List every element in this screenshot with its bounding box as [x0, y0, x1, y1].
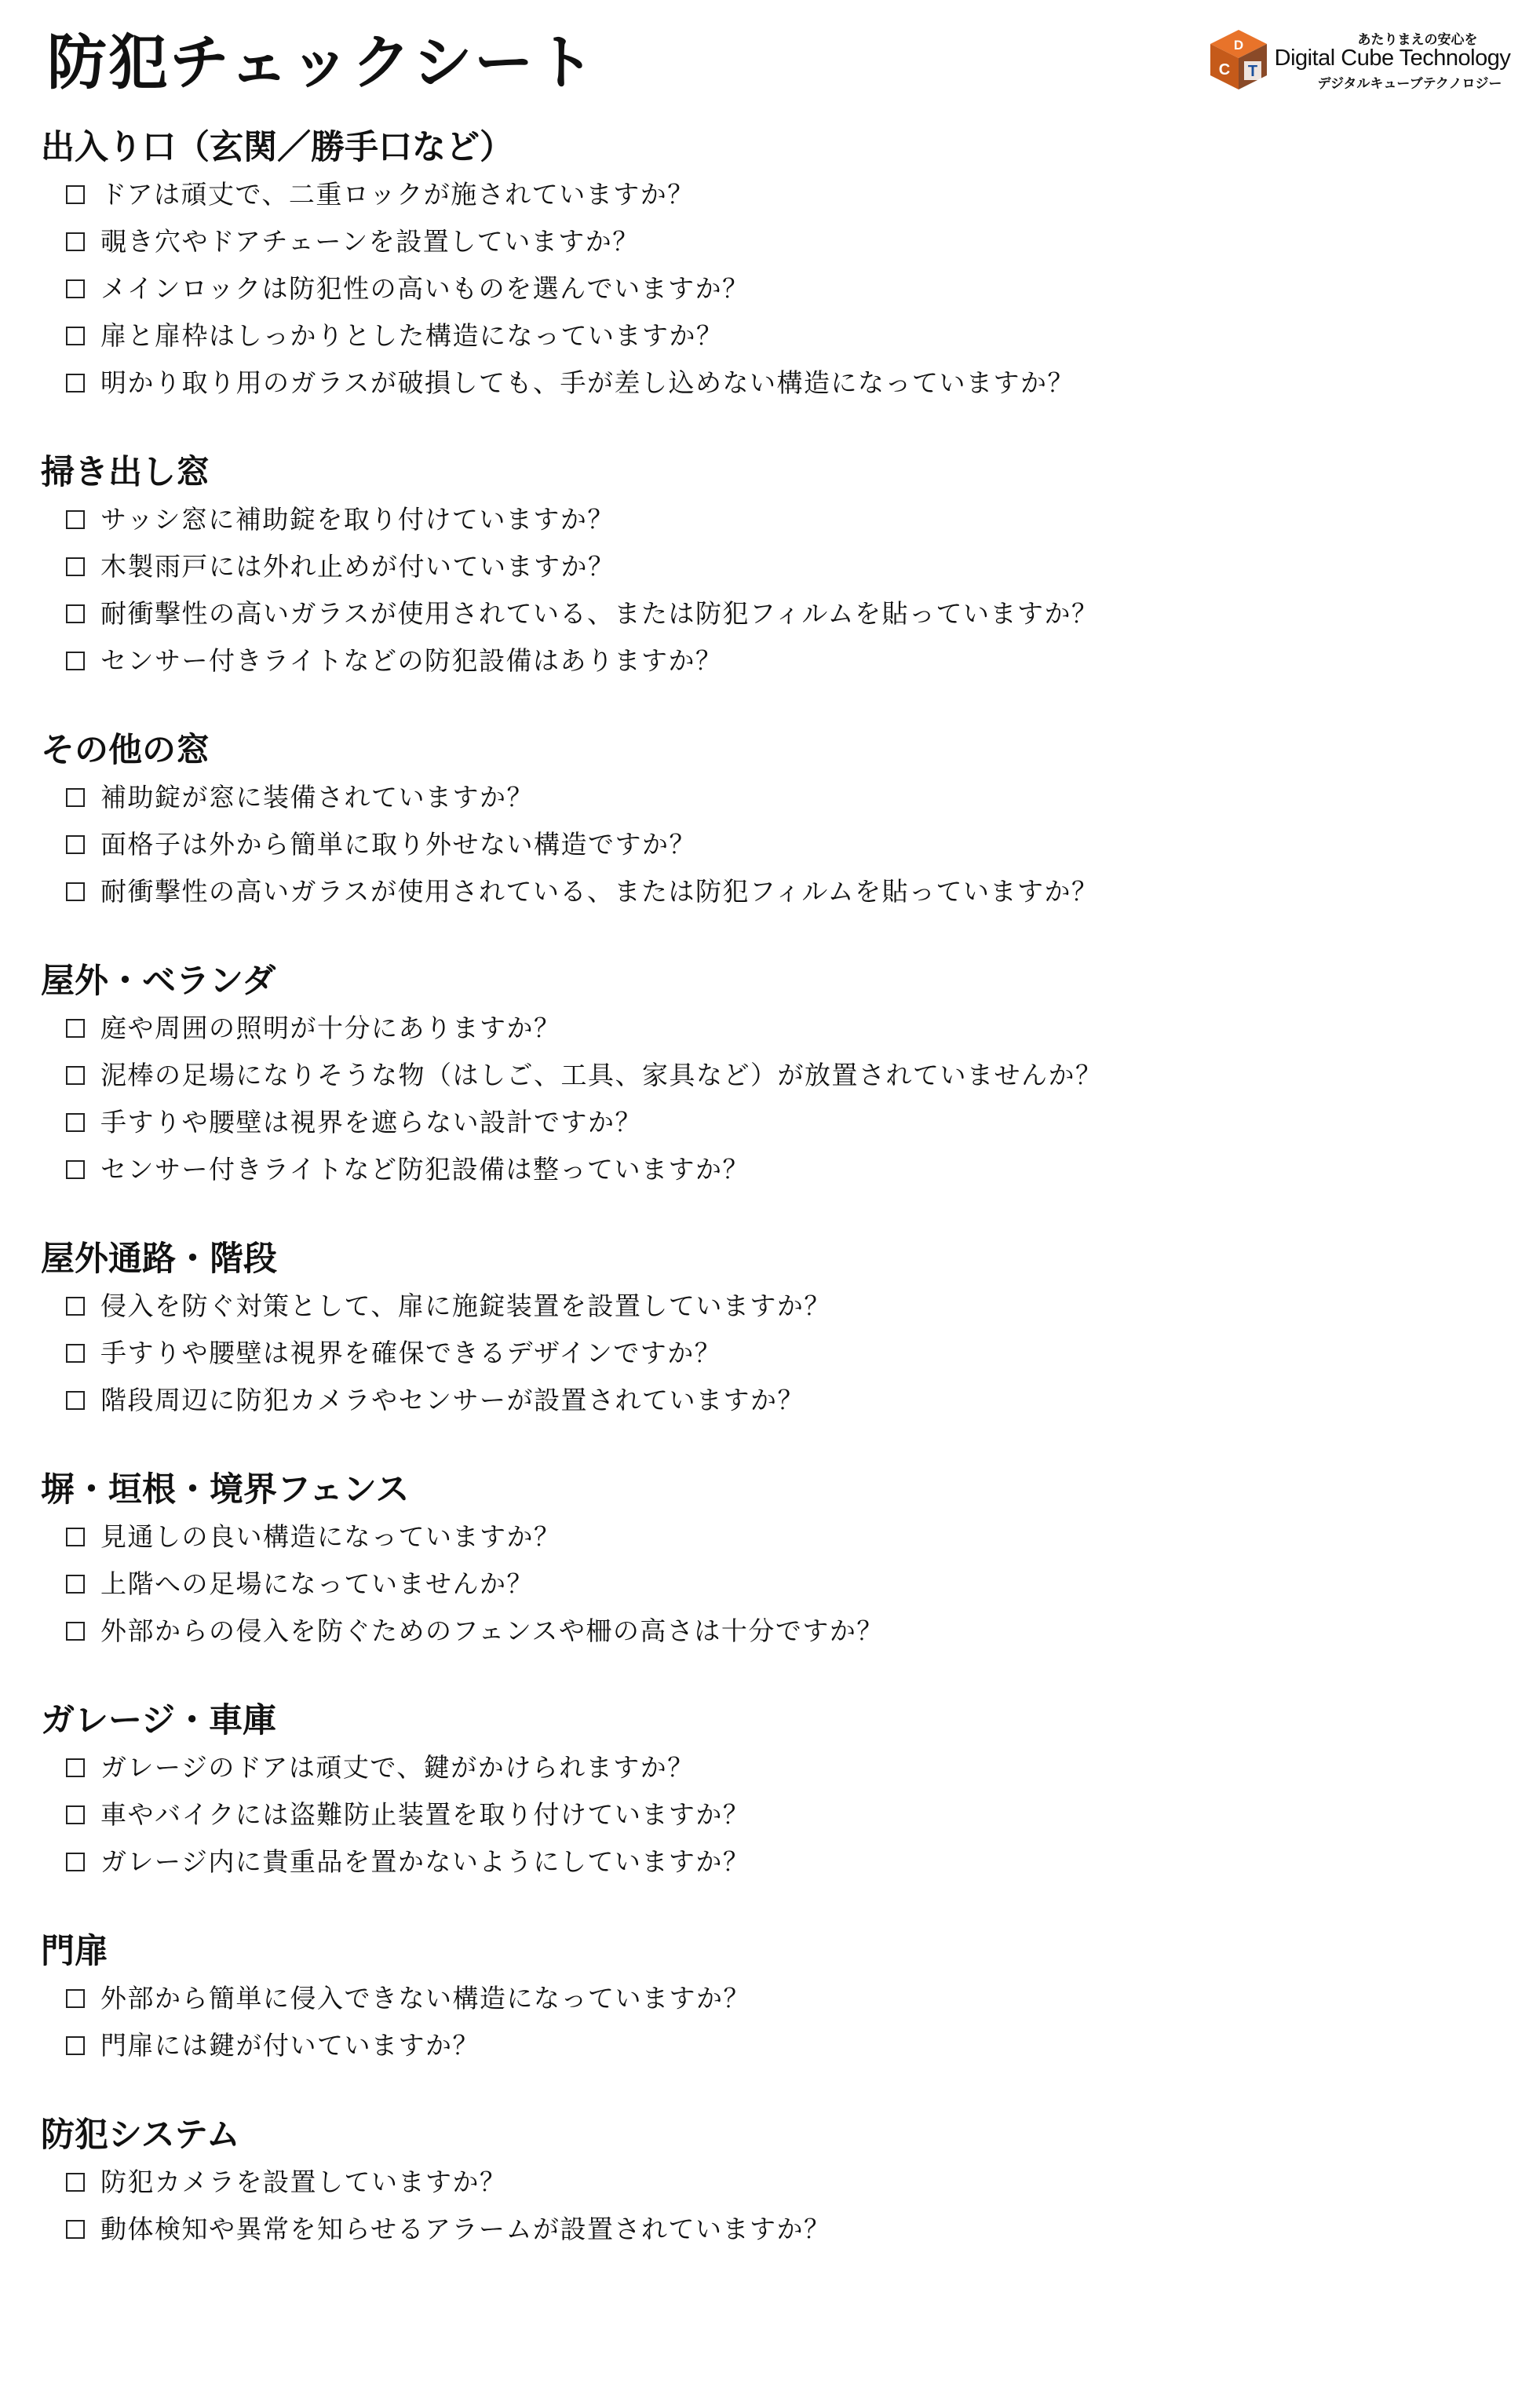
checklist-items: [41, 2159, 1501, 2253]
section-title: その他の窓: [41, 731, 210, 770]
checklist-items: [41, 171, 1501, 407]
checklist-item[interactable]: [41, 1561, 1501, 1608]
checklist-item-text: 手すりや腰壁は視界を確保できるデザインですか？: [100, 1338, 722, 1368]
checklist-item-text: 泥棒の足場になりそうな物（はしご、工具、家具など）が放置されていませんか？: [100, 1060, 1103, 1090]
checkbox-icon[interactable]: [66, 2220, 85, 2239]
logo-company-kana: デジタルキューブテクノロジー: [1317, 76, 1502, 92]
checklist-items: [41, 1744, 1501, 1886]
checkbox-icon[interactable]: [66, 1622, 85, 1641]
checklist-item[interactable]: [41, 1377, 1501, 1424]
checklist-item-text: 上階への足場になっていませんか？: [100, 1568, 534, 1599]
checklist-section: [41, 958, 1501, 1193]
checklist-item[interactable]: [41, 868, 1501, 915]
checklist-item-text: 木製雨戸には外れ止めが付いていますか？: [100, 551, 615, 582]
checklist-item[interactable]: [41, 218, 1501, 265]
logo-company-name: Digital Cube Technology: [1274, 46, 1511, 71]
page-title: 防犯チェックシート: [47, 27, 597, 97]
checklist-section: [41, 1236, 1501, 1424]
checkbox-icon[interactable]: [66, 1853, 85, 1871]
checklist-item[interactable]: [41, 637, 1501, 685]
checkbox-icon[interactable]: [66, 185, 85, 204]
cube-logo-icon: [1206, 27, 1272, 93]
checkbox-icon[interactable]: [66, 882, 85, 901]
checklist-item[interactable]: [41, 265, 1501, 312]
checklist-item-text: 防犯カメラを設置していますか？: [100, 2167, 507, 2197]
checkbox-icon[interactable]: [66, 1344, 85, 1363]
checkbox-icon[interactable]: [66, 835, 85, 854]
checklist-item[interactable]: [41, 1608, 1501, 1655]
checklist-item[interactable]: [41, 1975, 1501, 2022]
checklist-item[interactable]: [41, 2206, 1501, 2253]
checklist-item-text: 侵入を防ぐ対策として、扉に施錠装置を設置していますか？: [100, 1291, 831, 1321]
checklist-item[interactable]: [41, 774, 1501, 821]
checkbox-icon[interactable]: [66, 2173, 85, 2192]
checklist-item-text: 手すりや腰壁は視界を遮らない設計ですか？: [100, 1107, 642, 1137]
checklist-item[interactable]: [41, 1146, 1501, 1193]
checklist-section: [41, 1697, 1501, 1886]
checklist-item-text: 扉と扉枠はしっかりとした構造になっていますか？: [100, 320, 724, 351]
checklist-item-text: センサー付きライトなどの防犯設備はありますか？: [100, 645, 723, 676]
checklist-item-text: メインロックは防犯性の高いものを選んでいますか？: [100, 273, 750, 304]
checkbox-icon[interactable]: [66, 2036, 85, 2055]
checkbox-icon[interactable]: [66, 510, 85, 529]
checklist-section: [41, 449, 1501, 685]
checklist-item-text: 動体検知や異常を知らせるアラームが設置されていますか？: [100, 2214, 831, 2244]
section-title: 掃き出し窓: [41, 453, 210, 492]
checkbox-icon[interactable]: [66, 1066, 85, 1085]
checklist-item-text: ガレージのドアは頑丈で、鍵がかけられますか？: [100, 1752, 695, 1783]
checkbox-icon[interactable]: [66, 1160, 85, 1179]
checkbox-icon[interactable]: [66, 232, 85, 251]
cube-letter-d: D: [1233, 38, 1244, 53]
checkbox-icon[interactable]: [66, 1575, 85, 1594]
section-title: 屋外・ベランダ: [41, 962, 276, 1001]
checkbox-icon[interactable]: [66, 652, 85, 670]
checkbox-icon[interactable]: [66, 557, 85, 576]
checkbox-icon[interactable]: [66, 1297, 85, 1316]
checkbox-icon[interactable]: [66, 1391, 85, 1410]
checklist-items: [41, 1005, 1501, 1193]
checklist-item-text: センサー付きライトなど防犯設備は整っていますか？: [100, 1154, 750, 1185]
checklist-item[interactable]: [41, 1099, 1501, 1146]
logo-tagline: あたりまえの安心を: [1357, 32, 1478, 48]
checklist-item-text: 外部からの侵入を防ぐためのフェンスや柵の高さは十分ですか？: [100, 1616, 884, 1646]
checklist-item[interactable]: [41, 2159, 1501, 2206]
checklist-item[interactable]: [41, 1744, 1501, 1791]
checklist-items: [41, 1975, 1501, 2069]
checklist-item-text: 補助錠が窓に装備されていますか？: [100, 782, 534, 812]
checklist-item[interactable]: [41, 1838, 1501, 1886]
checklist-item-text: ドアは頑丈で、二重ロックが施されていますか？: [100, 179, 695, 210]
checkbox-icon[interactable]: [66, 1528, 85, 1546]
checklist-item-text: 庭や周囲の照明が十分にありますか？: [100, 1013, 561, 1043]
checklist-item-text: 明かり取り用のガラスが破損しても、手が差し込めない構造になっていますか？: [100, 367, 1075, 398]
checklist-section: [41, 727, 1501, 915]
checklist-items: [41, 1283, 1501, 1424]
checkbox-icon[interactable]: [66, 1805, 85, 1824]
checklist-item[interactable]: [41, 1513, 1501, 1561]
checklist-item[interactable]: [41, 496, 1501, 543]
section-title: 門扉: [41, 1932, 108, 1971]
checkbox-icon[interactable]: [66, 1989, 85, 2008]
checklist: [41, 124, 1501, 2295]
checkbox-icon[interactable]: [66, 788, 85, 807]
checklist-item-text: 階段周辺に防犯カメラやセンサーが設置されていますか？: [100, 1385, 805, 1415]
checkbox-icon[interactable]: [66, 327, 85, 345]
checklist-item-text: 耐衝撃性の高いガラスが使用されている、または防犯フィルムを貼っていますか？: [100, 598, 1099, 629]
section-title: 屋外通路・階段: [41, 1239, 277, 1279]
checklist-items: [41, 1513, 1501, 1655]
checklist-item[interactable]: [41, 312, 1501, 360]
checklist-item[interactable]: [41, 821, 1501, 868]
checklist-item-text: サッシ窓に補助錠を取り付けていますか？: [100, 504, 615, 535]
checklist-items: [41, 496, 1501, 685]
checklist-item-text: 外部から簡単に侵入できない構造になっていますか？: [100, 1983, 750, 2013]
checklist-section: [41, 1466, 1501, 1655]
checkbox-icon[interactable]: [66, 374, 85, 392]
checklist-item[interactable]: [41, 1330, 1501, 1377]
section-title: 出入り口（玄関／勝手口など）: [41, 128, 513, 167]
checklist-item[interactable]: [41, 360, 1501, 407]
section-title: ガレージ・車庫: [41, 1701, 277, 1740]
checklist-item[interactable]: [41, 171, 1501, 218]
checklist-item[interactable]: [41, 2022, 1501, 2069]
checklist-item[interactable]: [41, 543, 1501, 590]
cube-letter-c: C: [1218, 61, 1231, 78]
checklist-section: [41, 1928, 1501, 2069]
checklist-item-text: ガレージ内に貴重品を置かないようにしていますか？: [100, 1846, 750, 1877]
checklist-item[interactable]: [41, 1052, 1501, 1099]
checkbox-icon[interactable]: [66, 1113, 85, 1132]
checklist-section: [41, 124, 1501, 407]
checkbox-icon[interactable]: [66, 1019, 85, 1038]
checklist-item-text: 車やバイクには盗難防止装置を取り付けていますか？: [100, 1799, 750, 1830]
checklist-item-text: 面格子は外から簡単に取り外せない構造ですか？: [100, 829, 696, 860]
checklist-items: [41, 774, 1501, 915]
checklist-item-text: 耐衝撃性の高いガラスが使用されている、または防犯フィルムを貼っていますか？: [100, 876, 1099, 907]
checklist-item-text: 門扉には鍵が付いていますか？: [100, 2030, 480, 2061]
checklist-item[interactable]: [41, 1005, 1501, 1052]
checkbox-icon[interactable]: [66, 1758, 85, 1777]
company-logo: [1206, 27, 1520, 92]
checklist-item-text: 見通しの良い構造になっていますか？: [100, 1521, 561, 1552]
checkbox-icon[interactable]: [66, 604, 85, 623]
checklist-item-text: 覗き穴やドアチェーンを設置していますか？: [100, 226, 640, 257]
section-title: 防犯システム: [41, 2116, 240, 2155]
section-title: 塀・垣根・境界フェンス: [41, 1470, 410, 1510]
cube-letter-t: T: [1247, 63, 1258, 80]
checklist-item[interactable]: [41, 1283, 1501, 1330]
checkbox-icon[interactable]: [66, 279, 85, 298]
checklist-item[interactable]: [41, 590, 1501, 637]
checklist-item[interactable]: [41, 1791, 1501, 1838]
checklist-section: [41, 2112, 1501, 2253]
